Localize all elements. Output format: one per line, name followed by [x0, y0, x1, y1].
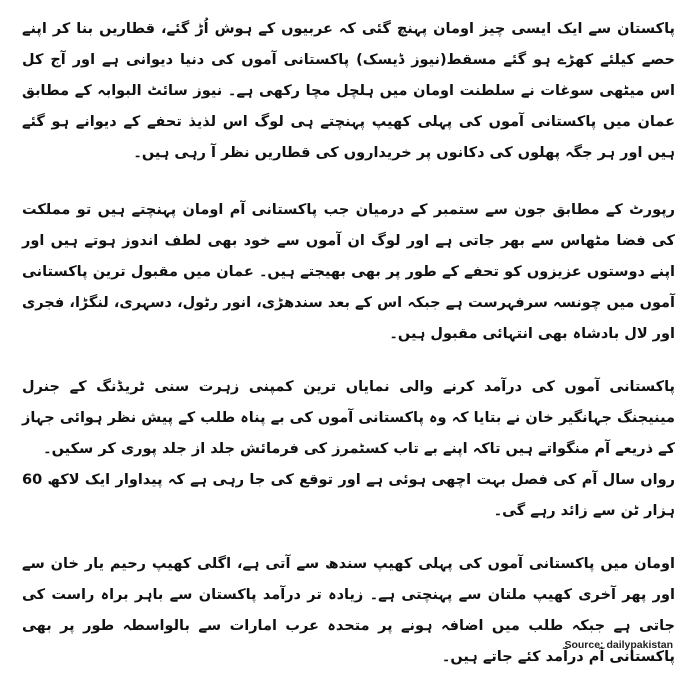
- source-credit: Source: dailypakistan: [564, 639, 673, 651]
- paragraph-importer: پاکستانی آموں کی درآمد کرنے والی نمایاں ترین کمپنی زہرت سنی ٹریڈنگ کے جنرل مینیجنگ جہانگیر خان نے بتایا کہ وہ پاکستانی آموں کی بے پناہ طلب کے پیش نظر ہوائی جہاز کے ذریعے آم منگواتے ہیں تاکہ اپنے بے تاب کسٹمرز کی فرمائش جلد از جلد پوری کر سکیں۔: [22, 379, 675, 457]
- paragraph-report: رپورٹ کے مطابق جون سے ستمبر کے درمیان جب پاکستانی آم اومان پہنچتے ہیں تو مملکت کی فضا مٹھاس سے بھر جاتی ہے اور لوگ ان آموں سے خود بھی لطف اندوز ہوتے ہیں اور اپنے دوستوں عزیزوں کو تحفے کے طور پر بھی بھیجتے ہیں۔ عمان میں مقبول ترین پاکستانی آموں میں چونسہ سرفہرست ہے جبکہ اس کے بعد سندھڑی، انور رٹول، دسہری، لنگڑا، فجری اور لال بادشاہ بھی انتہائی مقبول ہیں۔: [22, 202, 675, 342]
- article-body: [22, 14, 675, 697]
- paragraph-shipments: اومان میں پاکستانی آموں کی پہلی کھیپ سندھ سے آتی ہے، اگلی کھیپ رحیم یار خان سے اور پھر آخری کھیپ ملتان سے پہنچتی ہے۔ زیادہ تر درآمد پاکستان سے باہر براہ راست کی جاتی ہے جبکہ طلب میں اضافہ ہونے پر متحدہ عرب امارات سے بالواسطہ طور پر بھی پاکستانی آم درآمد کئے جاتے ہیں۔: [22, 556, 675, 665]
- paragraph-intro: پاکستان سے ایک ایسی چیز اومان پہنچ گئی کہ عربیوں کے ہوش اُڑ گئے، قطاریں بنا کر اپنے حصے کیلئے کھڑے ہو گئے مسقط(نیوز ڈیسک) پاکستانی آموں کی دنیا دیوانی ہے اور آج کل اس میٹھی سوغات نے سلطنت اومان میں ہلچل مچا رکھی ہے۔ نیوز سائٹ البوابہ کے مطابق عمان میں پاکستانی آموں کی پہلی کھیپ پہنچتے ہی لوگ اس لذیذ تحفے کے دیوانے ہو گئے ہیں اور ہر جگہ پھلوں کی دکانوں پر خریداروں کی قطاریں نظر آ رہی ہیں۔: [22, 21, 675, 161]
- paragraph-harvest: رواں سال آم کی فصل بہت اچھی ہوئی ہے اور توقع کی جا رہی ہے کہ پیداوار ایک لاکھ 60 ہزار ٹن سے زائد رہے گی۔: [22, 472, 675, 519]
